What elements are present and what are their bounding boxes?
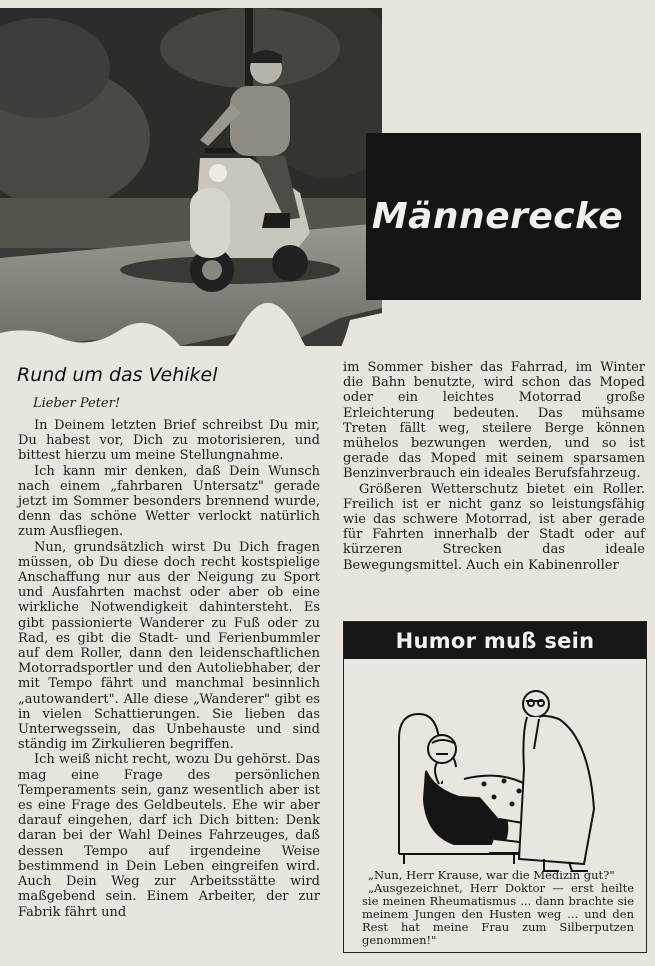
- cartoon-caption: [362, 869, 634, 947]
- article-greeting: Lieber Peter!: [33, 396, 121, 411]
- banner-title: Männerecke: [371, 196, 624, 237]
- paragraph: In Deinem letzten Brief schreibst Du mir, Du habest vor, Dich zu motorisieren, und bittest hierzu um meine Stellungnahme.: [18, 418, 320, 464]
- paragraph: Ich kann mir denken, daß Dein Wunsch nach einem „fahrbaren Untersatz" gerade jetzt im Sommer besonders brennend wurde, denn das schöne Wetter verlockt natürlich zum Ausfliegen.: [18, 463, 320, 540]
- article-title: Rund um das Vehikel: [17, 364, 218, 386]
- section-banner: [366, 133, 641, 300]
- humor-box: [343, 621, 647, 953]
- paragraph: im Sommer bisher das Fahrrad, im Winter die Bahn benutzte, wird schon das Moped oder ein leichtes Motorrad große Erleichterung bedeuten. Das mühsame Treten fällt weg, steilere Berge können mühelos bezwungen werden, und so ist gerade das Moped mit seinem sparsamen Benzinverbrauch ein ideales Berufsfahrzeug.: [343, 360, 645, 482]
- article-column-2: [343, 360, 645, 573]
- paragraph: Größeren Wetterschutz bietet ein Roller. Freilich ist er nicht ganz so leistungsfähig wie das schwere Motorrad, ist aber gerade für Fahrten innerhalb der Stadt oder auf kürzeren Strecken das ideale Bewegungsmittel. Auch ein Kabinenroller: [343, 481, 645, 573]
- humor-heading: Humor muß sein: [344, 622, 646, 659]
- caption-line: „Ausgezeichnet, Herr Doktor — erst heilte sie meinen Rheumatismus ... dann brachte sie meinem Jungen den Husten weg ... und den Rest hat meine Frau zum Silberputzen genommen!": [362, 881, 634, 947]
- article-column-1: [18, 418, 320, 920]
- paragraph: Nun, grundsätzlich wirst Du Dich fragen müssen, ob Du diese doch recht kostspielige Anschaffung nur aus der Neigung zu Sport und Ausfahrten machst oder aber ob eine wirkliche Notwendigkeit dahintersteht. Es gibt passionierte Wanderer zu Fuß oder zu Rad, es gibt die Stadt- und Ferienbummler auf dem Roller, dann den leidenschaftlichen Motorradsportler und den Autoliebhaber, der mit Tempo fährt und manchmal besinnlich „autowandert". Alle diese „Wanderer" gibt es in vielen Schattierungen. Sie lieben das Unterwegssein, das Unbehauste und sind ständig im Zirkulieren begriffen.: [18, 539, 320, 753]
- paragraph: Ich weiß nicht recht, wozu Du gehörst. Das mag eine Frage des persönlichen Temperaments sein, ganz wesentlich aber ist es eine Frage des Geldbeutels. Ehe wir aber darauf eingehen, darf ich Dich bitten: Denk daran bei der Wahl Deines Fahrzeuges, daß dessen Tempo auf irgendeine Weise bestimmend in Dein Leben eingreifen wird. Auch Dein Weg zur Arbeitsstätte wird maßgebend sein. Einem Arbeiter, der zur Fabrik fährt und: [18, 752, 320, 920]
- cartoon-illustration: [344, 659, 646, 879]
- scooter-photo: [0, 8, 382, 346]
- caption-line: „Nun, Herr Krause, war die Medizin gut?": [368, 868, 615, 882]
